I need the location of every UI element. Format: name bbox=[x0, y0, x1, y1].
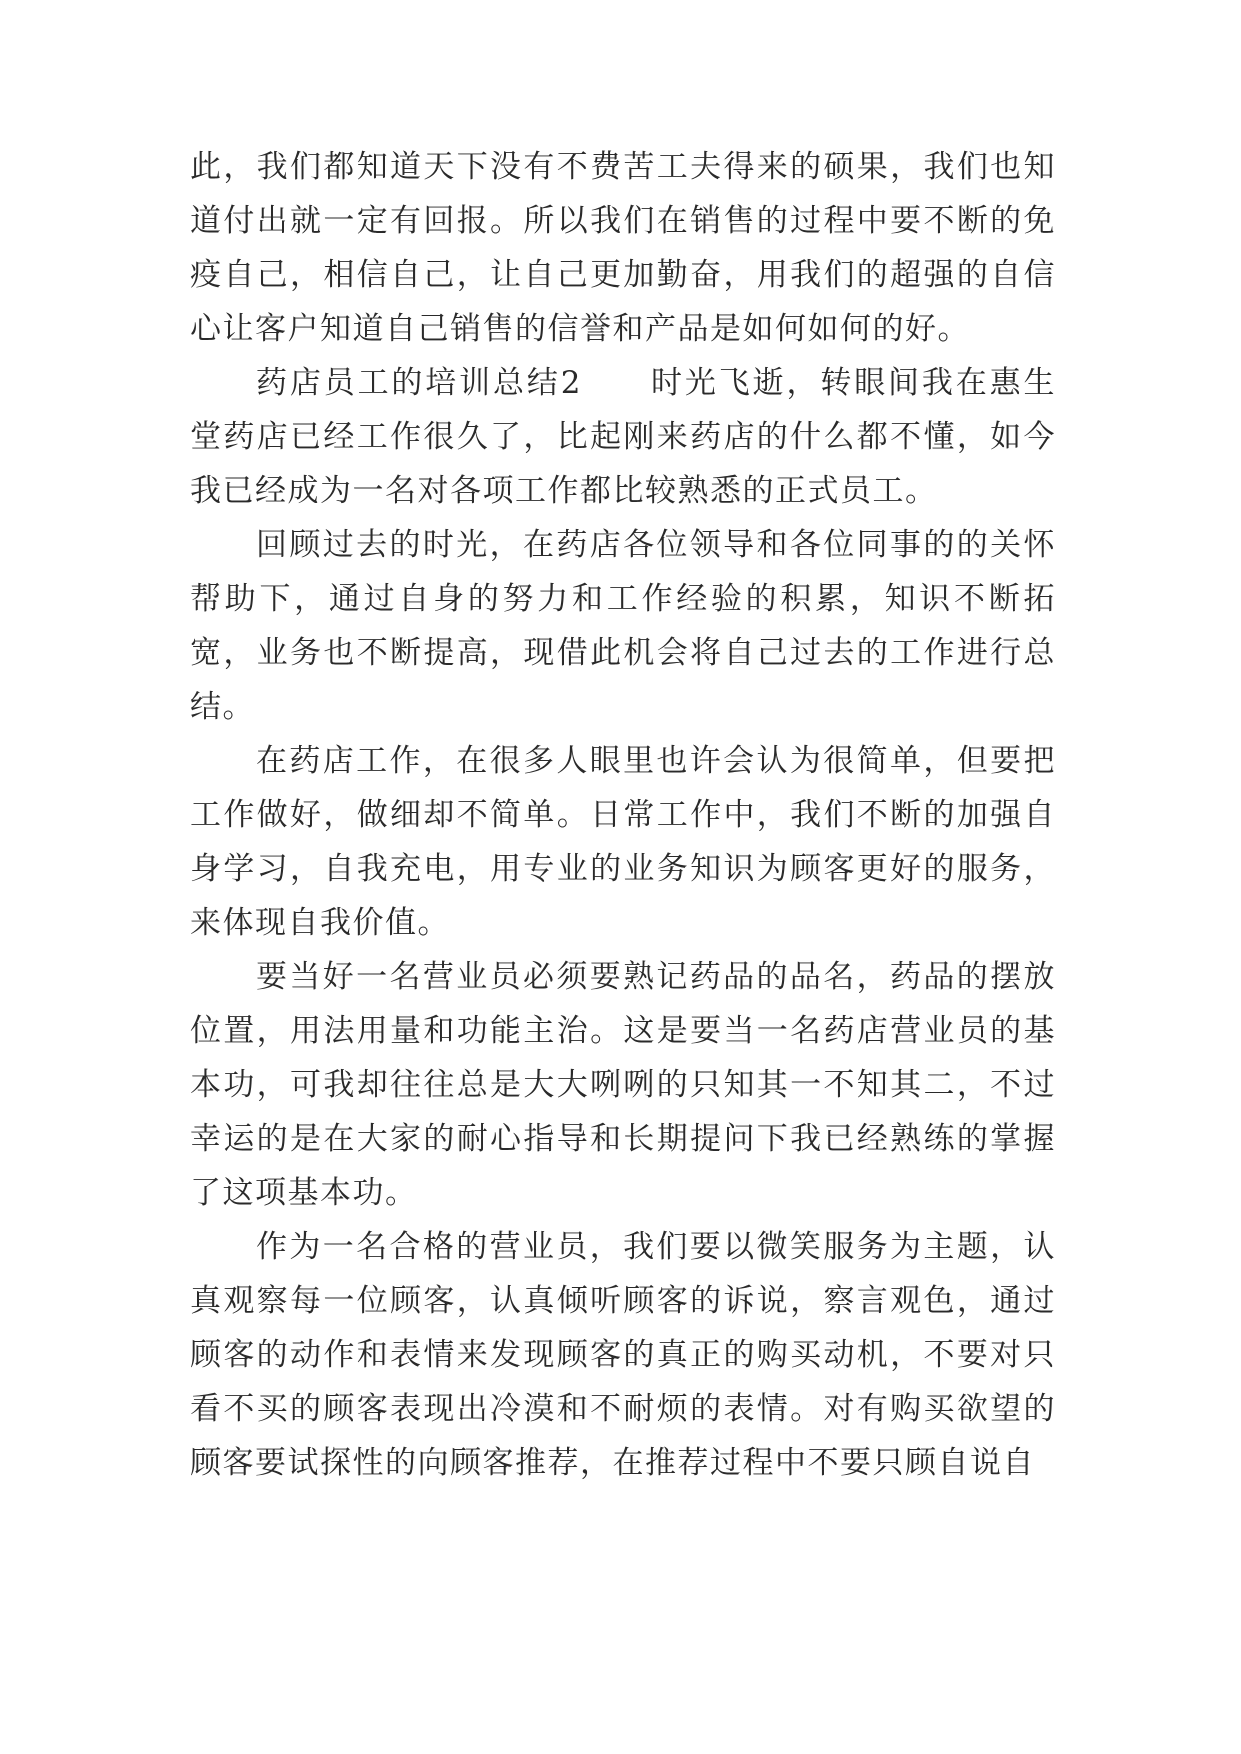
paragraph-review: 回顾过去的时光，在药店各位领导和各位同事的的关怀帮助下，通过自身的努力和工作经验的积累，知识不断拓宽，业务也不断提高，现借此机会将自己过去的工作进行总结。 bbox=[190, 527, 1056, 725]
document-page bbox=[190, 140, 1056, 1490]
paragraph-basic-skills: 要当好一名营业员必须要熟记药品的品名，药品的摆放位置，用法用量和功能主治。这是要当一名药店营业员的基本功，可我却往往总是大大咧咧的只知其一不知其二，不过幸运的是在大家的耐心指导和长期提问下我已经熟练的掌握了这项基本功。 bbox=[190, 959, 1056, 1211]
paragraph-continued: 此，我们都知道天下没有不费苦工夫得来的硕果，我们也知道付出就一定有回报。所以我们在销售的过程中要不断的免疫自己，相信自己，让自己更加勤奋，用我们的超强的自信心让客户知道自己销售的信誉和产品是如何如何的好。 bbox=[190, 149, 1056, 347]
paragraph-summary-heading: 药店员工的培训总结2 时光飞逝，转眼间我在惠生堂药店已经工作很久了，比起刚来药店的什么都不懂，如今我已经成为一名对各项工作都比较熟悉的正式员工。 bbox=[190, 365, 1056, 509]
paragraph-work: 在药店工作，在很多人眼里也许会认为很简单，但要把工作做好，做细却不简单。日常工作中，我们不断的加强自身学习，自我充电，用专业的业务知识为顾客更好的服务，来体现自我价值。 bbox=[190, 743, 1056, 941]
paragraph-service: 作为一名合格的营业员，我们要以微笑服务为主题，认真观察每一位顾客，认真倾听顾客的诉说，察言观色，通过顾客的动作和表情来发现顾客的真正的购买动机，不要对只看不买的顾客表现出冷漠和不耐烦的表情。对有购买欲望的顾客要试探性的向顾客推荐，在推荐过程中不要只顾自说自 bbox=[190, 1229, 1056, 1481]
